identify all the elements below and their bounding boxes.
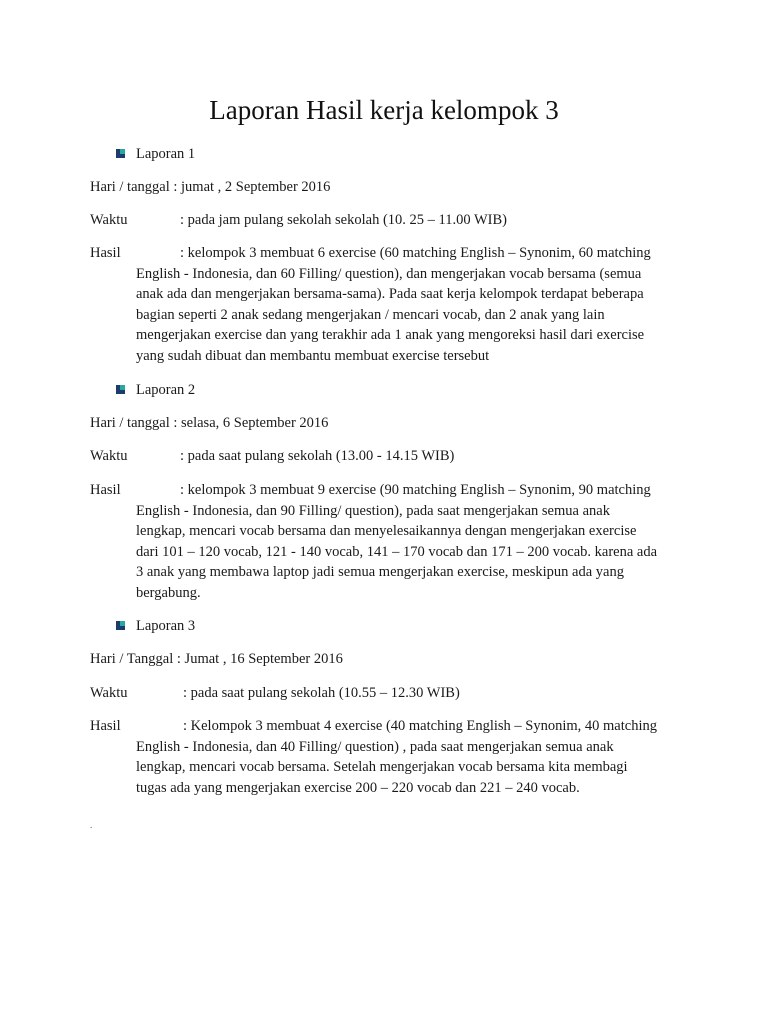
report-heading-label: Laporan 1: [136, 146, 196, 162]
document-title: Laporan Hasil kerja kelompok 3: [209, 95, 559, 125]
hasil-line: English - Indonesia, dan 40 Filling/ question) , pada saat mengerjakan semua anak: [136, 738, 614, 755]
report-heading-label: Laporan 3: [136, 618, 196, 634]
hari-label: Hari / tanggal: [90, 179, 170, 195]
hasil-line: : Kelompok 3 membuat 4 exercise (40 matching English – Synonim, 40 matching: [183, 718, 657, 734]
bullet-square-icon: [116, 149, 125, 158]
hasil-label: Hasil: [90, 245, 121, 261]
hasil-label: Hasil: [90, 482, 121, 498]
hasil-line: lengkap, mencari vocab bersama. Setelah mengerjakan vocab bersama kita membagi: [136, 759, 628, 775]
waktu-value: : pada saat pulang sekolah (13.00 - 14.15 WIB): [180, 448, 455, 464]
hari-value: : jumat , 2 September 2016: [173, 179, 331, 195]
waktu-value: : pada jam pulang sekolah sekolah (10. 25 – 11.00 WIB): [180, 212, 507, 228]
report-1-hari: [90, 177, 330, 197]
report-heading-label: Laporan 2: [136, 382, 196, 398]
report-3-hari: [90, 649, 343, 669]
hasil-line: bagian seperti 2 anak sedang mengerjakan / mencari vocab, dan 2 anak yang lain: [136, 306, 605, 323]
hasil-line: : kelompok 3 membuat 6 exercise (60 matching English – Synonim, 60 matching: [180, 245, 651, 261]
waktu-label: Waktu: [90, 212, 128, 228]
hasil-label: Hasil: [90, 718, 121, 734]
hari-value: : selasa, 6 September 2016: [173, 415, 329, 431]
hasil-line: : kelompok 3 membuat 9 exercise (90 matching English – Synonim, 90 matching: [180, 482, 651, 498]
hasil-line: English - Indonesia, dan 60 Filling/ question), dan mengerjakan vocab bersama (semua: [136, 265, 642, 282]
report-1-waktu: [90, 210, 507, 230]
waktu-label: Waktu: [90, 448, 128, 464]
trailing-mark: .: [90, 820, 93, 830]
report-1-hasil: [90, 243, 651, 366]
report-2-hasil: [90, 480, 657, 603]
hasil-line: tugas ada yang mengerjakan exercise 200 – 220 vocab dan 221 – 240 vocab.: [136, 779, 580, 796]
waktu-label: Waktu: [90, 685, 128, 701]
bullet-square-icon: [116, 621, 125, 630]
hasil-line: dari 101 – 120 vocab, 121 - 140 vocab, 141 – 170 vocab dan 171 – 200 vocab. karena ada: [136, 543, 658, 560]
hasil-line: anak ada dan mengerjakan bersama-sama). Pada saat kerja kelompok terdapat beberapa: [136, 286, 644, 302]
report-2-waktu: [90, 446, 455, 466]
hasil-line: yang sudah dibuat dan membantu membuat exercise tersebut: [136, 347, 490, 364]
report-2-hari: [90, 413, 328, 433]
bullet-square-icon: [116, 385, 125, 394]
waktu-value: : pada saat pulang sekolah (10.55 – 12.30 WIB): [183, 685, 460, 701]
hasil-line: lengkap, mencari vocab bersama dan menyelesaikannya dengan mengerjakan exercise: [136, 523, 637, 539]
hari-label: Hari / tanggal: [90, 415, 170, 431]
hari-label: Hari / Tanggal: [90, 651, 174, 667]
hasil-line: English - Indonesia, dan 90 Filling/ question), pada saat mengerjakan semua anak: [136, 502, 610, 519]
hari-value: : Jumat , 16 September 2016: [176, 651, 343, 667]
hasil-line: bergabung.: [136, 584, 201, 601]
hasil-line: mengerjakan exercise dan yang terakhir ada 1 anak yang mengoreksi hasil dari exercise: [136, 327, 645, 343]
report-3-hasil: [90, 716, 657, 798]
hasil-line: 3 anak yang membawa laptop jadi semua mengerjakan exercise, meskipun ada yang: [136, 564, 624, 580]
report-3-waktu: [90, 683, 460, 703]
